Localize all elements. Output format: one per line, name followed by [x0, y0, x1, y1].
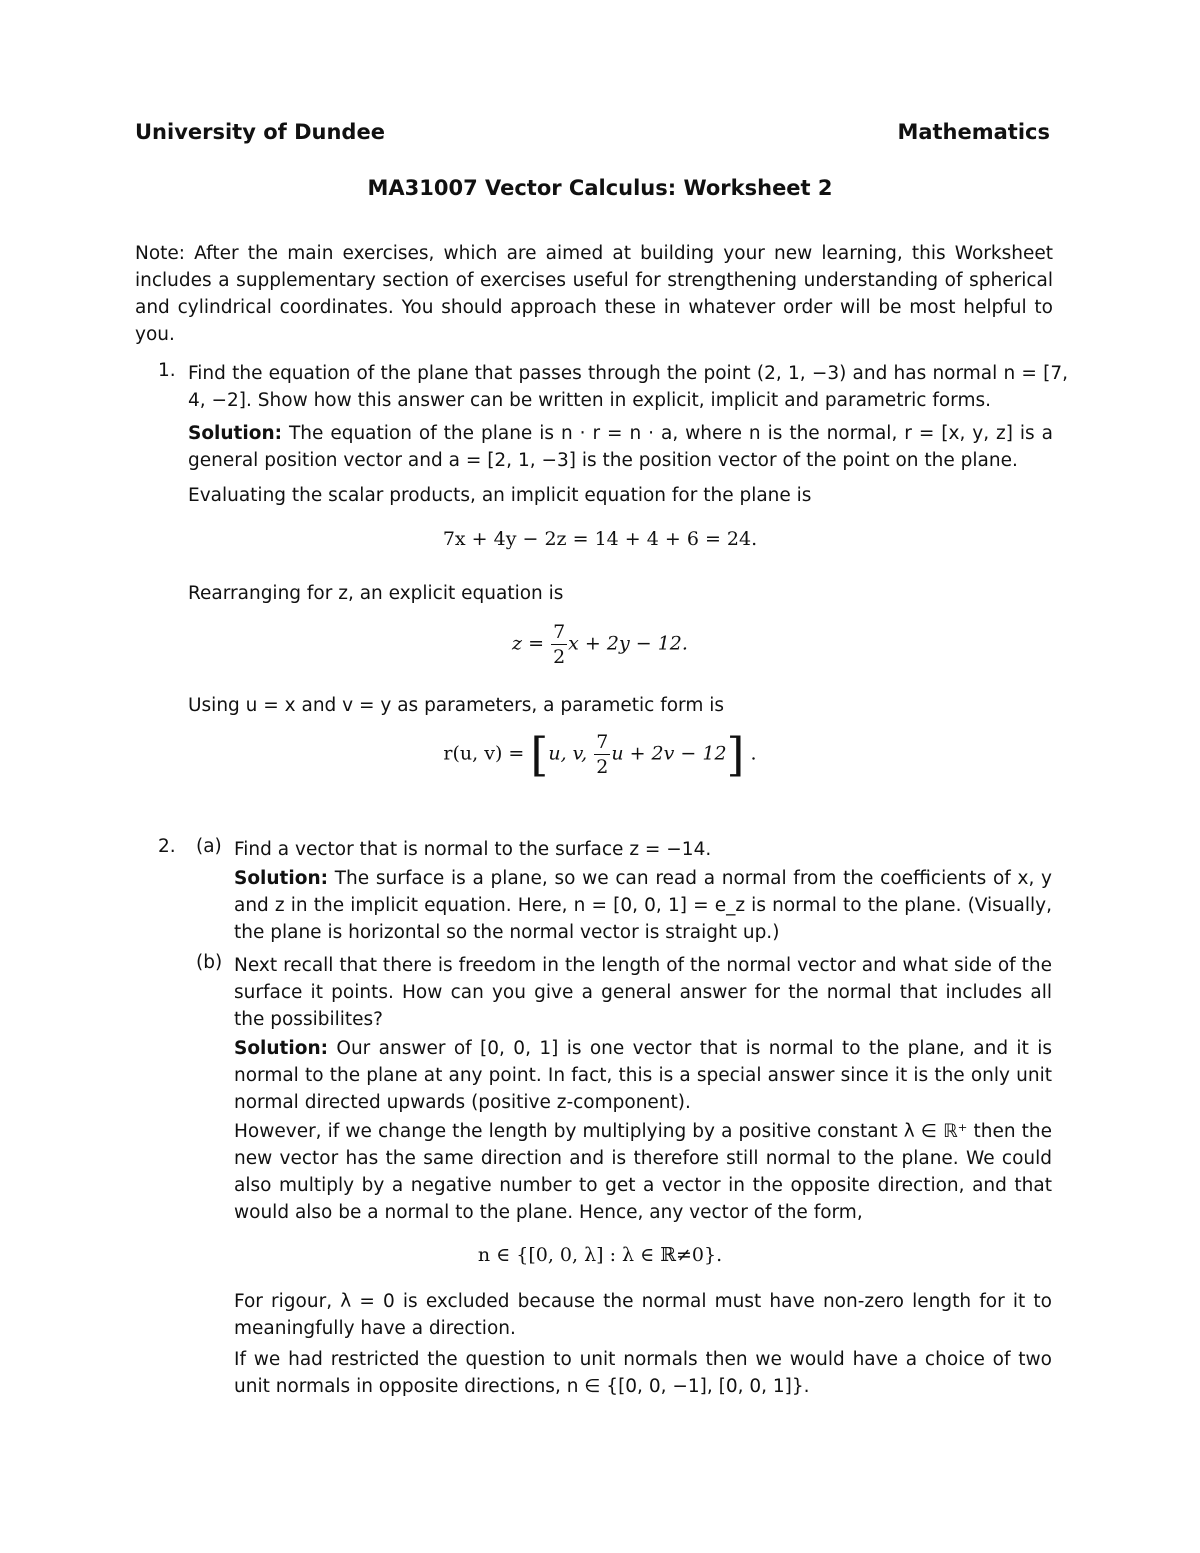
part-a-question: Find a vector that is normal to the surface z = −14. — [234, 839, 712, 860]
part-a-solution-label: Solution: — [234, 868, 329, 889]
param-inner-b: u + 2v − 12 — [611, 742, 727, 765]
part-b-rigour: For rigour, λ = 0 is excluded because the normal must have non-zero length for it to meaningfully have a direction. — [234, 1291, 1052, 1339]
part-b-solution — [234, 1035, 1052, 1116]
question-1-solution — [188, 420, 1053, 474]
part-b-unit-normals: If we had restricted the question to unit normals then we would have a choice of two unit normals in opposite directions, n ∈ {[0, 0, −1], [0, 0, 1]}. — [234, 1349, 1052, 1397]
right-bracket: ] — [726, 727, 745, 782]
param-lhs: r(u, v) = — [443, 742, 525, 765]
part-b-label: (b) — [196, 952, 223, 973]
evaluating-text: Evaluating the scalar products, an implicit equation for the plane is — [188, 485, 812, 506]
question-2-number: 2. — [158, 836, 176, 857]
parametric-equation — [0, 727, 1200, 782]
param-fraction — [594, 730, 610, 779]
part-b-question: Next recall that there is freedom in the length of the normal vector and what side of the surface it points. How can you give a general answer for the normal that includes all the possibilites? — [234, 955, 1052, 1030]
normal-set-equation: n ∈ {[0, 0, λ] : λ ∈ ℝ≠0}. — [477, 1244, 723, 1266]
implicit-equation: 7x + 4y − 2z = 14 + 4 + 6 = 24. — [442, 528, 758, 550]
part-b-solution-text: Our answer of [0, 0, 1] is one vector that is normal to the plane, and it is normal to the plane at any point. In fact, this is a special answer since it is the only unit normal directed upwards (positive z-component). — [234, 1038, 1052, 1113]
explicit-equation — [0, 620, 1200, 669]
question-1-text: Find the equation of the plane that passes through the point (2, 1, −3) and has normal n = [7, 4, −2]. Show how this answer can be written in explicit, implicit and parametric forms. — [188, 363, 1068, 411]
explicit-rhs: x + 2y − 12. — [568, 632, 688, 655]
rearranging-text: Rearranging for z, an explicit equation is — [188, 583, 564, 604]
param-inner-a: u, v, — [548, 742, 588, 765]
part-a-label: (a) — [196, 836, 222, 857]
part-a-solution-text: The surface is a plane, so we can read a normal from the coefficients of x, y and z in the implicit equation. Here, n = [0, 0, 1] = e_z is normal to the plane. (Visually, the plane is horizontal so the normal vector is straight up.) — [234, 868, 1052, 943]
param-fraction-denominator: 2 — [596, 756, 609, 778]
left-bracket: [ — [530, 727, 549, 782]
page-title: MA31007 Vector Calculus: Worksheet 2 — [367, 176, 833, 200]
part-b-however: However, if we change the length by multiplying by a positive constant λ ∈ ℝ⁺ then the new vector has the same direction and is therefore still normal to the plane. We could also multiply by a negative number to get a vector in the opposite direction, and that would also be a normal to the plane. Hence, any vector of the form, — [234, 1121, 1052, 1223]
department-header: Mathematics — [897, 120, 1050, 144]
part-a-solution — [234, 865, 1052, 946]
explicit-lhs: z = — [512, 632, 545, 655]
fraction-seven-halves — [551, 620, 567, 669]
param-end: . — [750, 742, 757, 765]
intro-note: Note: After the main exercises, which are aimed at building your new learning, this Worksheet includes a supplementary section of exercises useful for strengthening understanding of spherical and cylindrical coordinates. You should approach these in whatever order will be most helpful to you. — [135, 243, 1053, 345]
solution-label: Solution: — [188, 423, 283, 444]
question-1-number: 1. — [158, 360, 176, 381]
university-header: University of Dundee — [135, 120, 385, 144]
param-fraction-numerator: 7 — [596, 731, 609, 753]
fraction-numerator: 7 — [553, 621, 566, 643]
using-text: Using u = x and v = y as parameters, a parametic form is — [188, 695, 725, 716]
part-b-solution-label: Solution: — [234, 1038, 329, 1059]
solution-text: The equation of the plane is n · r = n · a, where n is the normal, r = [x, y, z] is a general position vector and a = [2, 1, −3] is the position vector of the point on the plane. — [188, 423, 1053, 471]
fraction-denominator: 2 — [553, 646, 566, 668]
